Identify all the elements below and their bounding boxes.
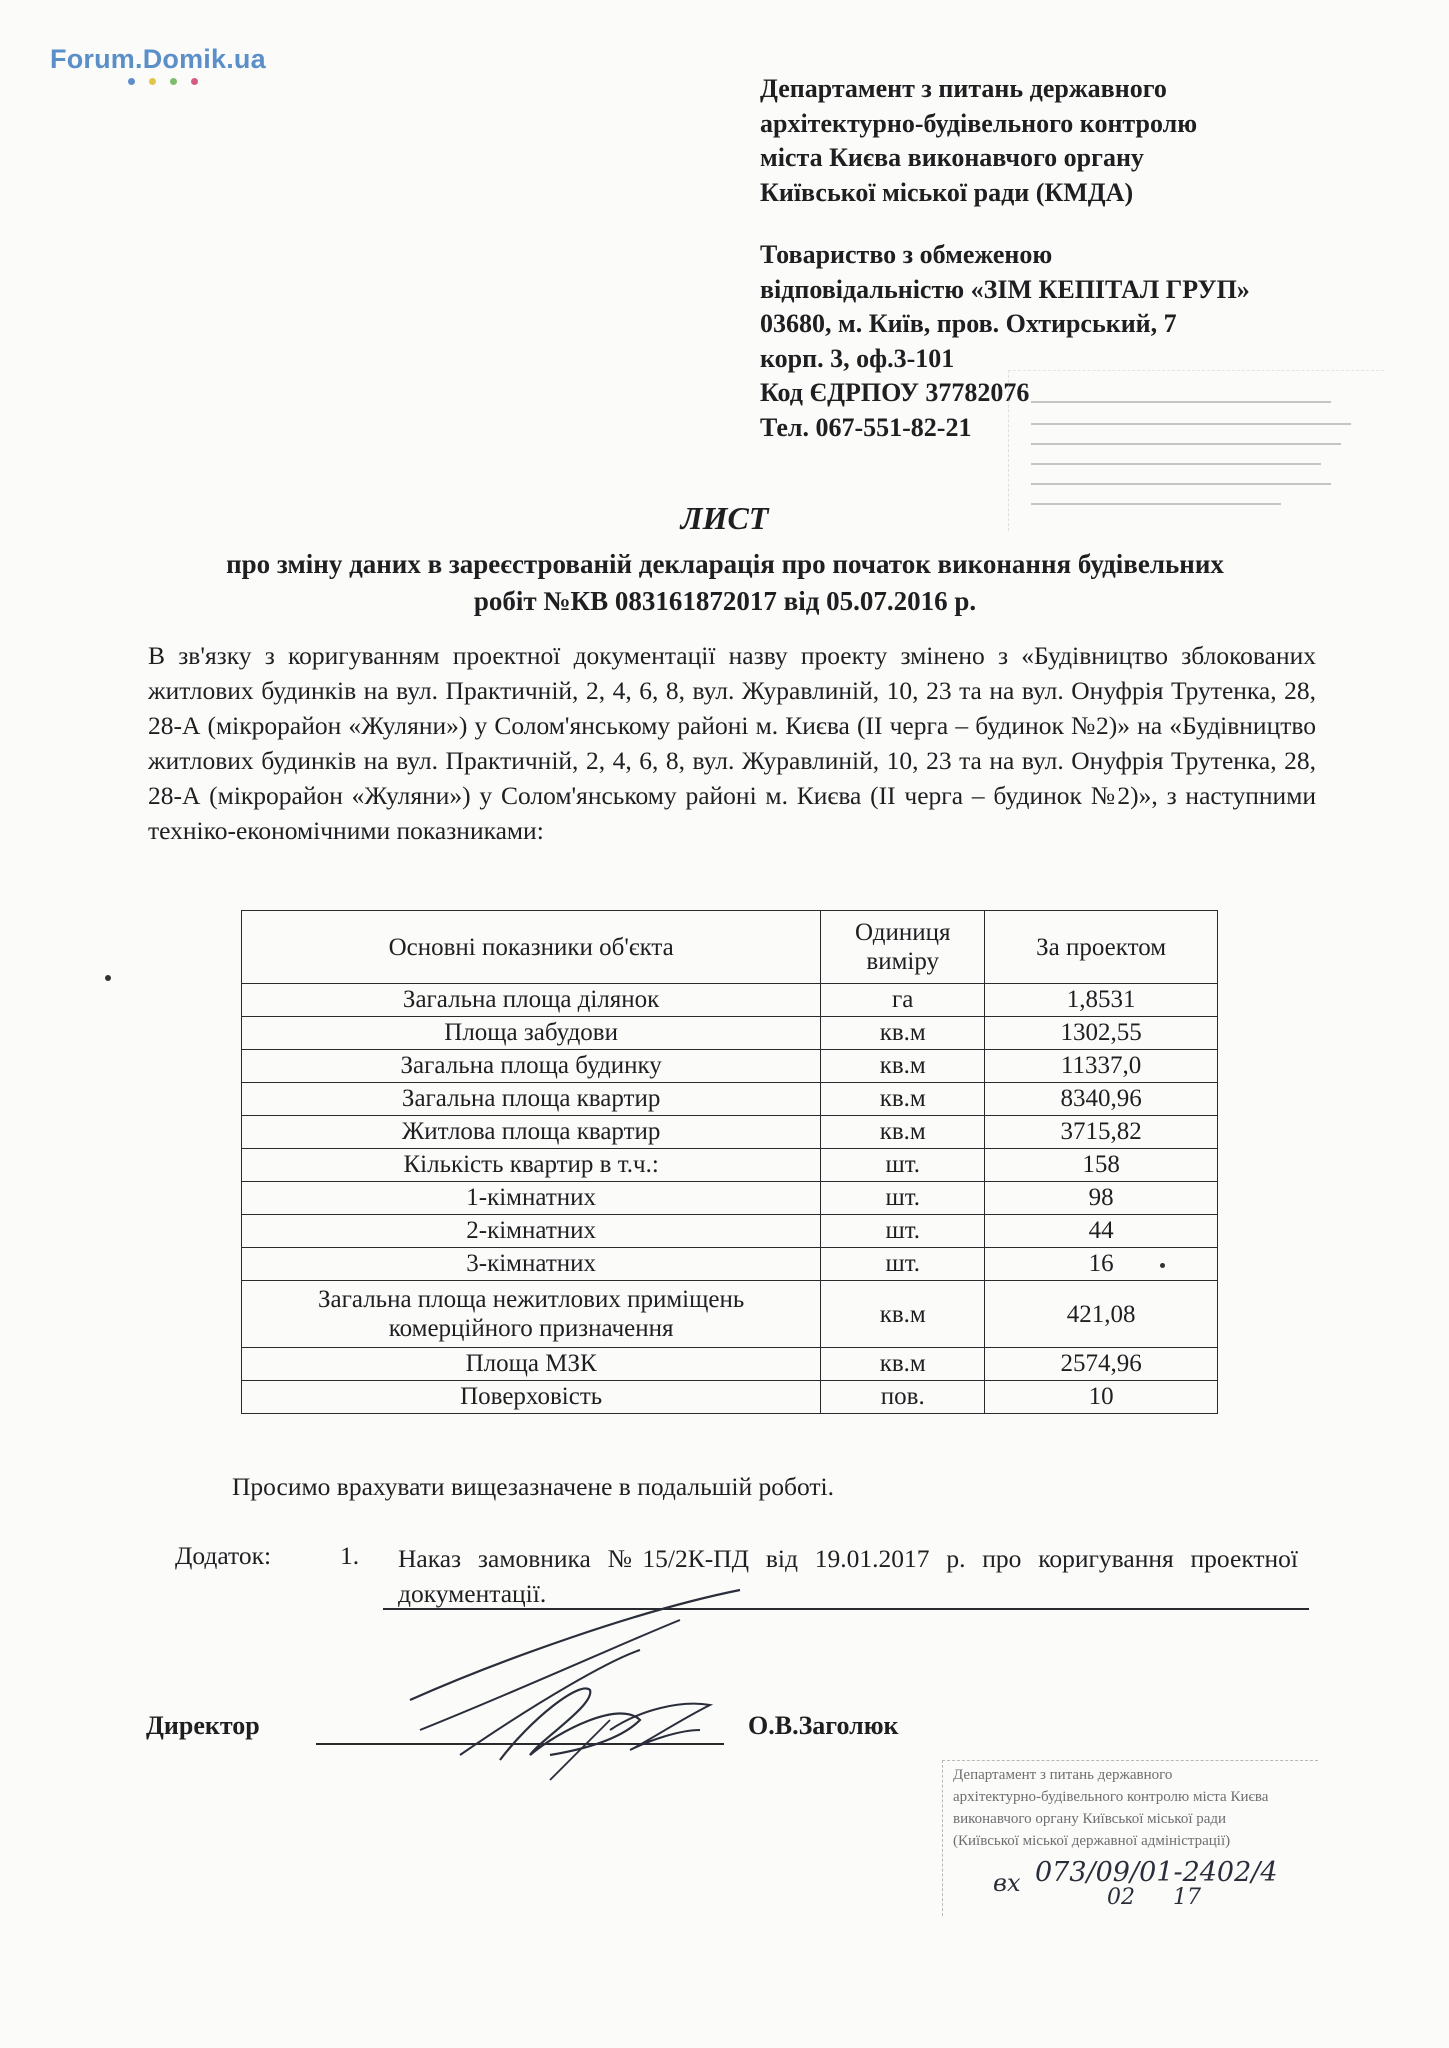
table-cell: 1302,55 — [985, 1017, 1218, 1050]
table-row — [242, 1381, 1218, 1414]
table-cell: Житлова площа квартир — [242, 1116, 821, 1149]
sender-line: відповідальністю «ЗІМ КЕПІТАЛ ГРУП» — [760, 274, 1250, 304]
sender-line: корп. 3, оф.3-101 — [760, 343, 955, 373]
table-cell: шт. — [821, 1248, 985, 1281]
sender-line: 03680, м. Київ, пров. Охтирський, 7 — [760, 309, 1177, 338]
addressee-line: архітектурно-будівельного контролю — [760, 108, 1198, 138]
table-cell: кв.м — [821, 1017, 985, 1050]
table-body — [242, 984, 1218, 1414]
table-cell: кв.м — [821, 1083, 985, 1116]
table-header-cell: Основні показники об'єкта — [242, 911, 821, 984]
table-row — [242, 1083, 1218, 1116]
signatory-position: Директор — [146, 1711, 260, 1740]
stamp-line: виконавчого органу Київської міської ради — [953, 1811, 1227, 1827]
stamp-date-day: 02 — [1107, 1885, 1135, 1910]
watermark — [50, 44, 266, 75]
table-cell: Площа МЗК — [242, 1348, 821, 1381]
table-cell: пов. — [821, 1381, 985, 1414]
attachment-label: Додаток: — [175, 1541, 272, 1570]
table-header-row — [242, 911, 1218, 984]
scan-speck — [105, 975, 111, 981]
watermark-dot — [128, 78, 135, 85]
addressee-line: Київської міської ради (КМДА) — [760, 177, 1134, 207]
table-cell: кв.м — [821, 1281, 985, 1348]
table-cell: 158 — [985, 1149, 1218, 1182]
table-cell: 98 — [985, 1182, 1218, 1215]
document-subtitle: про зміну даних в зареєстрованій декларація про початок виконання будівельних робіт №КВ 083161872017 від 05.07.2016 р. — [226, 549, 1224, 616]
sender-line: Тел. 067-551-82-21 — [760, 412, 972, 442]
addressee-line: Департамент з питань державного — [760, 74, 1167, 103]
table-row — [242, 1215, 1218, 1248]
stamp-line: Департамент з питань державного — [953, 1767, 1173, 1783]
watermark-text: Forum.Domik.ua — [50, 44, 266, 74]
table-cell: шт. — [821, 1215, 985, 1248]
table-cell: 3-кімнатних — [242, 1248, 821, 1281]
sender-line: Код ЄДРПОУ 37782076 — [760, 378, 1030, 407]
watermark-dot — [191, 78, 198, 85]
table-header-cell: За проектом — [985, 911, 1218, 984]
table-header-cell: Одиниця виміру — [821, 911, 985, 984]
table-cell: Загальна площа будинку — [242, 1050, 821, 1083]
table-row — [242, 1248, 1218, 1281]
table-row — [242, 1281, 1218, 1348]
table-cell: кв.м — [821, 1050, 985, 1083]
sender-line: Товариство з обмеженою — [760, 240, 1053, 269]
watermark-dot — [149, 78, 156, 85]
table-cell: 2-кімнатних — [242, 1215, 821, 1248]
table-row — [242, 1116, 1218, 1149]
document-title: ЛИСТ — [680, 500, 769, 536]
table-cell: 421,08 — [985, 1281, 1218, 1348]
attachment-text: Наказ замовника №15/2К-ПД від 19.01.2017 р. про коригування проектної документації. — [398, 1544, 1298, 1608]
table-cell: кв.м — [821, 1116, 985, 1149]
stamp-prefix: вх — [993, 1869, 1021, 1897]
signatory-name: О.В.Заголюк — [748, 1711, 899, 1740]
table-cell: Загальна площа ділянок — [242, 984, 821, 1017]
table-row — [242, 1050, 1218, 1083]
table-row — [242, 1017, 1218, 1050]
indicators-table — [241, 910, 1218, 1414]
table-cell: 1,8531 — [985, 984, 1218, 1017]
table-cell: Загальна площа квартир — [242, 1083, 821, 1116]
handwritten-signature — [380, 1580, 800, 1790]
table-cell: Кількість квартир в т.ч.: — [242, 1149, 821, 1182]
stamp-registration-number: 073/09/01-2402/4 — [1035, 1857, 1278, 1888]
registration-stamp — [942, 1760, 1318, 1916]
table-cell: шт. — [821, 1149, 985, 1182]
table-cell: шт. — [821, 1182, 985, 1215]
table-row — [242, 984, 1218, 1017]
watermark-dot — [170, 78, 177, 85]
table-cell: га — [821, 984, 985, 1017]
body-paragraph: В зв'язку з коригуванням проектної документації назву проекту змінено з «Будівництво зблокованих житлових будинків на вул. Практичній, 2, 4, 6, 8, вул. Журавлиній, 10, 23 та на вул. Онуфрія Трутенка, 28, 28-А (мікрорайон «Жуляни») у Солом'янському районі м. Києва (ІІ черга – будинок №2)» на «Будівництво житлових будинків на вул. Практичній, 2, 4, 6, 8, вул. Журавлиній, 10, 23 та на вул. Онуфрія Трутенка, 28, 28-А (мікрорайон «Жуляни») у Солом'янському районі м. Києва (ІІ черга – будинок №2)», з наступними техніко-економічними показниками: — [148, 641, 1316, 845]
table-cell: Площа забудови — [242, 1017, 821, 1050]
table-cell: 1-кімнатних — [242, 1182, 821, 1215]
attachment-number: 1. — [340, 1541, 360, 1570]
scan-speck — [1160, 1263, 1165, 1268]
table-cell: 10 — [985, 1381, 1218, 1414]
table-cell: 3715,82 — [985, 1116, 1218, 1149]
table-cell: 11337,0 — [985, 1050, 1218, 1083]
stamp-date-year: 17 — [1173, 1885, 1201, 1910]
table-cell: 2574,96 — [985, 1348, 1218, 1381]
request-text: Просимо врахувати вищезазначене в подальшій роботі. — [232, 1472, 834, 1501]
stamp-line: (Київської міської державної адміністрації) — [953, 1833, 1231, 1849]
addressee-block — [760, 72, 1197, 210]
table-row — [242, 1182, 1218, 1215]
table-row — [242, 1149, 1218, 1182]
stamp-line: архітектурно-будівельного контролю міста Києва — [953, 1789, 1269, 1805]
addressee-line: міста Києва виконавчого органу — [760, 143, 1144, 172]
table-cell: Поверховість — [242, 1381, 821, 1414]
table-cell: кв.м — [821, 1348, 985, 1381]
table-cell: 8340,96 — [985, 1083, 1218, 1116]
table-row — [242, 1348, 1218, 1381]
table-cell: Загальна площа нежитлових приміщень комерційного призначення — [242, 1281, 821, 1348]
watermark-dots — [128, 78, 198, 85]
table-cell: 16 — [985, 1248, 1218, 1281]
table-cell: 44 — [985, 1215, 1218, 1248]
